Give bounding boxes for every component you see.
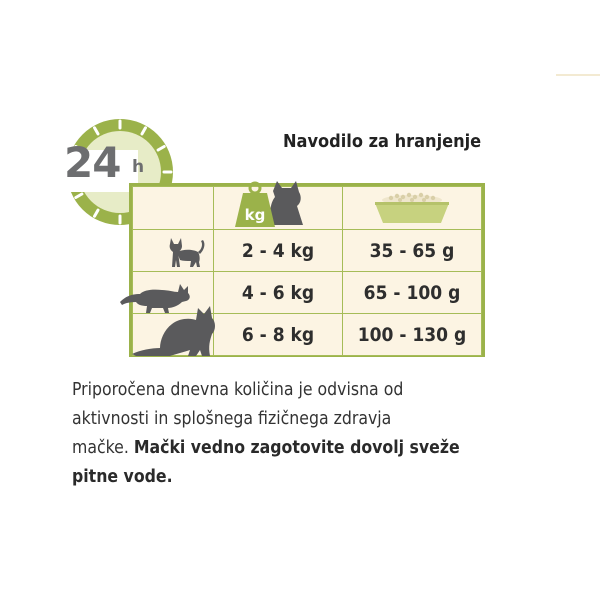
row-weight-cell: 6 - 8 kg [214,314,343,356]
row-weight-cell: 2 - 4 kg [214,230,343,272]
note-line-4: pitne vode. [72,467,173,487]
corner-decoration-line [556,74,600,76]
note-line-1: Priporočena dnevna količina je odvisna od [72,380,404,400]
badge-number: 24 [64,138,121,187]
page-title: Navodilo za hranjenje [283,131,482,152]
row-amount-cell: 35 - 65 g [343,230,482,272]
feeding-note [72,376,492,492]
row-amount-cell: 65 - 100 g [343,272,482,314]
weight-kg-label: kg [244,206,266,224]
large-cat-icon [130,300,220,358]
weight-kg-cat-icon [233,179,323,229]
note-line-3-bold: Mački vedno zagotovite dovolj sveže [133,438,460,458]
table-header-row [133,187,482,230]
small-cat-icon [167,236,209,270]
header-food-cell [343,187,482,230]
food-bowl-icon [369,189,455,227]
note-line-2: aktivnosti in splošnega fizičnega zdravja [72,409,392,429]
note-line-3 [72,434,492,463]
row-amount-cell: 100 - 130 g [343,314,482,356]
header-empty-cell [133,187,214,230]
header-weight-cell [214,187,343,230]
note-line-3-regular: mačke. [72,438,134,458]
row-weight-cell: 4 - 6 kg [214,272,343,314]
badge-unit: h [132,157,145,177]
